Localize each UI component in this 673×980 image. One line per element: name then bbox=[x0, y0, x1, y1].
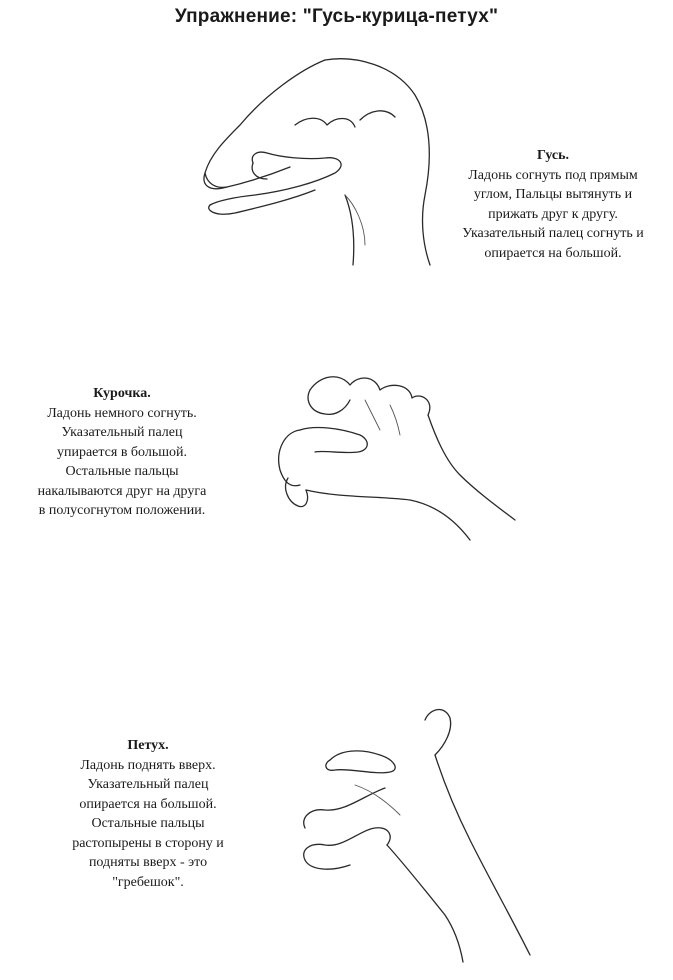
rooster-hand-illustration bbox=[295, 700, 565, 965]
hen-line: в полусогнутом положении. bbox=[38, 503, 206, 518]
rooster-line: растопырены в сторону и bbox=[72, 835, 224, 851]
rooster-line: подняты вверх - это bbox=[88, 855, 208, 870]
hen-line: Остальные пальцы bbox=[65, 464, 179, 479]
rooster-description bbox=[28, 736, 268, 892]
goose-hand-illustration bbox=[195, 55, 445, 270]
goose-line: Указательный палец согнуть и bbox=[462, 226, 644, 241]
hen-line: Ладонь немного согнуть. bbox=[47, 405, 197, 421]
rooster-line: опирается на большой. bbox=[79, 796, 217, 812]
hen-hand-illustration bbox=[270, 370, 530, 560]
rooster-heading: Петух. bbox=[127, 738, 169, 753]
goose-line: Ладонь согнуть под прямым bbox=[468, 167, 638, 183]
rooster-line: Ладонь поднять вверх. bbox=[80, 757, 216, 773]
hen-description bbox=[6, 384, 238, 521]
rooster-line: Указательный палец bbox=[87, 777, 209, 792]
hen-line: Указательный палец bbox=[61, 425, 183, 440]
hen-heading: Курочка. bbox=[93, 386, 151, 401]
page-title: Упражнение: "Гусь-курица-петух" bbox=[174, 6, 499, 27]
goose-description bbox=[448, 146, 658, 263]
hen-line: накалываются друг на друга bbox=[37, 483, 207, 499]
goose-line: опирается на большой. bbox=[484, 245, 622, 261]
rooster-line: "гребешок". bbox=[112, 874, 184, 890]
rooster-line: Остальные пальцы bbox=[91, 816, 205, 831]
goose-heading: Гусь. bbox=[536, 148, 570, 163]
goose-line: углом, Пальцы вытянуть и bbox=[473, 187, 633, 202]
goose-line: прижать друг к другу. bbox=[488, 206, 618, 222]
hen-line: упирается в большой. bbox=[56, 444, 188, 460]
